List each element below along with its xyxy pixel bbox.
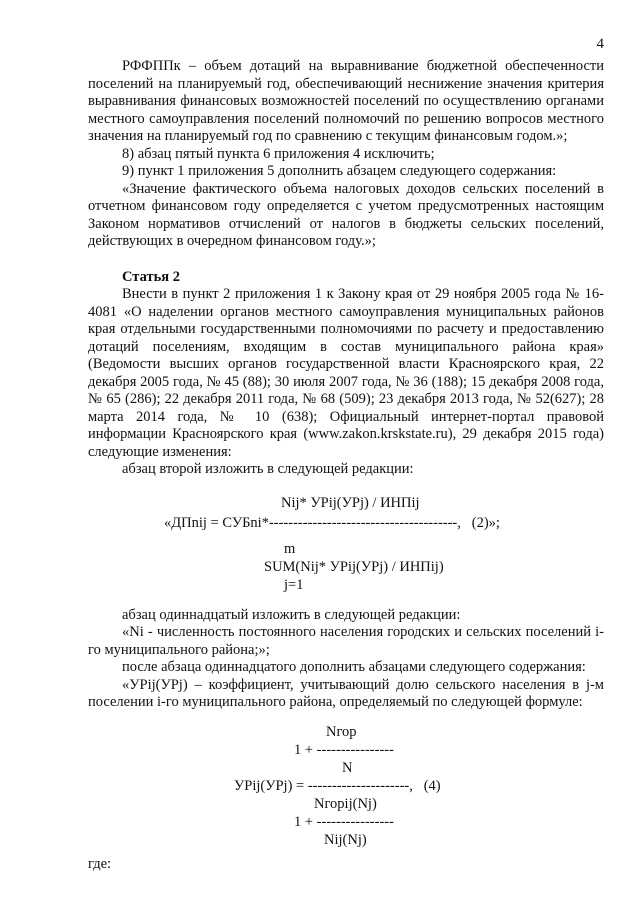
- formula-4-ngorij: Nгорij(Nj): [314, 795, 377, 812]
- article-2-heading: Статья 2: [122, 268, 180, 285]
- formula-2-upper: m: [284, 540, 296, 557]
- ni-definition: «Ni - численность постоянного населения городских и сельских поселений i-го муниципального района;»;: [88, 624, 604, 658]
- formula-4: [88, 712, 604, 848]
- formula-2-lhs: «ДПnij = СУБni*---------------------------------------, (2)»;: [164, 514, 500, 531]
- item-8: 8) абзац пятый пункта 6 приложения 4 исключить;: [122, 145, 435, 162]
- formula-4-line2: 1 + ----------------: [294, 813, 394, 830]
- formula-4-line1: 1 + ----------------: [294, 741, 394, 758]
- abzac-11: абзац одиннадцатый изложить в следующей редакции:: [122, 606, 461, 623]
- formula-4-nij: Nij(Nj): [324, 831, 367, 848]
- formula-4-n: N: [342, 759, 353, 776]
- formula-2: [88, 479, 604, 591]
- gde-label: где:: [88, 855, 112, 872]
- formula-2-lower: j=1: [284, 576, 304, 593]
- formula-4-main: УPij(УPj) = ---------------------, (4): [234, 777, 441, 794]
- formula-2-numerator: Nij* УPij(УPj) / ИНПij: [281, 494, 420, 511]
- formula-4-ngor: Nгор: [326, 723, 357, 740]
- abzac-2: абзац второй изложить в следующей редакции:: [122, 461, 414, 477]
- item-9: 9) пункт 1 приложения 5 дополнить абзацем следующего содержания:: [122, 163, 557, 179]
- upij-definition: «УPij(УPj) – коэффициент, учитывающий долю сельского населения в j-м поселении i-го муниципального района, определяемый по следующей формуле:: [88, 676, 604, 710]
- formula-2-denominator: SUM(Nij* УPij(УPj) / ИНПij): [264, 558, 444, 575]
- article-2-text: Внести в пункт 2 приложения 1 к Закону края от 29 ноября 2005 года № 16-4081 «О наделении органов местного самоуправления муниципальных районов края отдельными государственными полномочиями по расчету и предоставлению дотаций поселениям, входящим в состав муниципального района края» (Ведомости высших органов государственной власти Красноярского края, 22 декабря 2005 года, № 45 (88); 30 июля 2007 года, № 36 (188); 15 декабря 2008 года, № 65 (286); 22 декабря 2011 года, № 68 (509); 23 декабря 2013 года, № 52(627); 28 марта 2014 года, № 10 (638); Официальный интернет-портал правовой информации Красноярского края (www.zakon.krskstate.ru), 29 декабря 2015 года) следующие изменения:: [88, 286, 604, 460]
- paragraph-rffpp: РФФППк – объем дотаций на выравнивание бюджетной обеспеченности поселений на планируемый год, обеспечивающий неснижение значения критерия выравнивания финансовых возможностей поселений по осуществлению органами местного самоуправления поселений полномочий по решению вопросов местного значения на планируемый год по сравнению с текущим финансовым годом.»;: [88, 58, 604, 144]
- quote-9: «Значение фактического объема налоговых доходов сельских поселений в отчетном финансовом году определяется с учетом предусмотренных настоящим Законом нормативов отчислений от налогов в бюджеты сельских поселений, действующих в очередном финансовом году.»;: [88, 180, 604, 249]
- after-abzac-11: после абзаца одиннадцатого дополнить абзацами следующего содержания:: [122, 659, 586, 675]
- page-number: 4: [596, 36, 604, 52]
- document-body: [88, 58, 604, 873]
